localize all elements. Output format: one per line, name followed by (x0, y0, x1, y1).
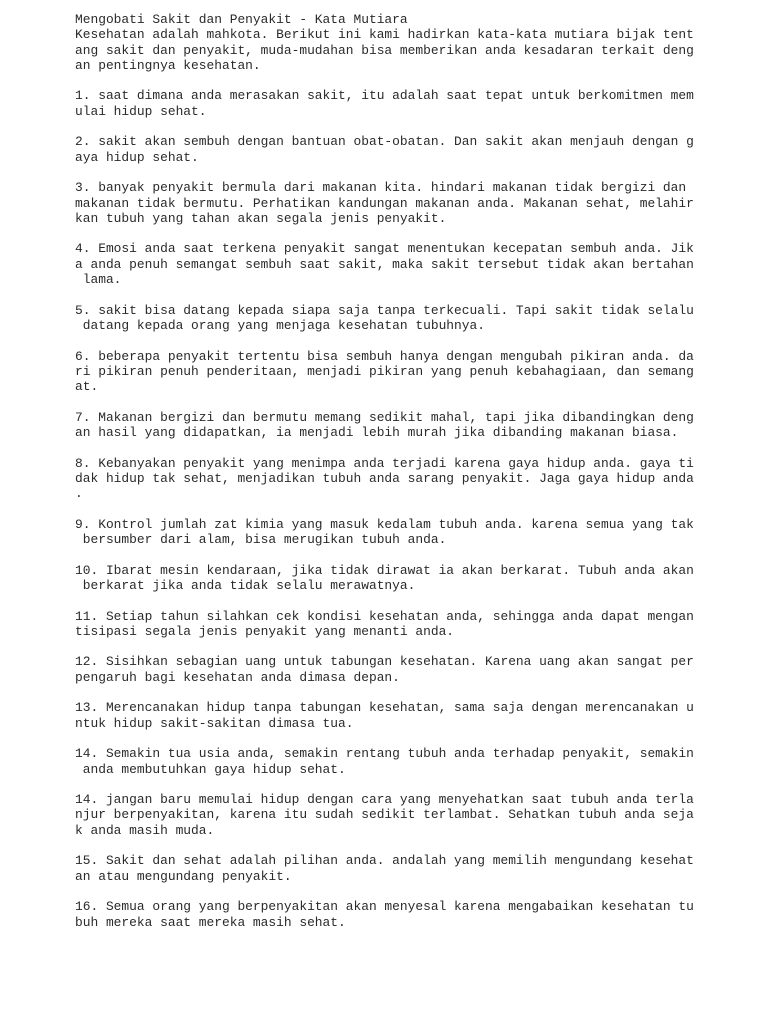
document-intro: Kesehatan adalah mahkota. Berikut ini kami hadirkan kata-kata mutiara bijak tent ang sakit dan penyakit, muda-mudahan bisa memberikan anda kesadaran terkait deng an pentingnya kesehatan. (75, 27, 694, 73)
list-item: 12. Sisihkan sebagian uang untuk tabungan kesehatan. Karena uang akan sangat per pengaruh bagi kesehatan anda dimasa depan. (75, 654, 694, 685)
document-title: Mengobati Sakit dan Penyakit - Kata Mutiara (75, 12, 408, 27)
document-page (75, 12, 715, 945)
list-item: 13. Merencanakan hidup tanpa tabungan kesehatan, sama saja dengan merencanakan u ntuk hidup sakit-sakitan dimasa tua. (75, 700, 694, 731)
list-item: 3. banyak penyakit bermula dari makanan kita. hindari makanan tidak bergizi dan makanan tidak bermutu. Perhatikan kandungan makanan anda. Makanan sehat, melahir kan tubuh yang tahan akan segala jenis penyakit. (75, 180, 694, 226)
header-block (75, 12, 715, 73)
list-item: 10. Ibarat mesin kendaraan, jika tidak dirawat ia akan berkarat. Tubuh anda akan berkarat jika anda tidak selalu merawatnya. (75, 562, 694, 593)
list-item: 14. Semakin tua usia anda, semakin rentang tubuh anda terhadap penyakit, semakin anda membutuhkan gaya hidup sehat. (75, 746, 694, 777)
list-item: 5. sakit bisa datang kepada siapa saja tanpa terkecuali. Tapi sakit tidak selalu datang kepada orang yang menjaga kesehatan tubuhnya. (75, 302, 694, 333)
list-item: 15. Sakit dan sehat adalah pilihan anda. andalah yang memilih mengundang kesehat an atau mengundang penyakit. (75, 853, 694, 884)
list-item: 1. saat dimana anda merasakan sakit, itu adalah saat tepat untuk berkomitmen mem ulai hidup sehat. (75, 88, 694, 119)
list-item: 14. jangan baru memulai hidup dengan cara yang menyehatkan saat tubuh anda terla njur berpenyakitan, karena itu sudah sedikit terlambat. Sehatkan tubuh anda seja k anda masih muda. (75, 792, 694, 838)
list-item: 2. sakit akan sembuh dengan bantuan obat-obatan. Dan sakit akan menjauh dengan g aya hidup sehat. (75, 134, 694, 165)
list-item: 16. Semua orang yang berpenyakitan akan menyesal karena mengabaikan kesehatan tu buh mereka saat mereka masih sehat. (75, 899, 694, 930)
list-item: 7. Makanan bergizi dan bermutu memang sedikit mahal, tapi jika dibandingkan deng an hasil yang didapatkan, ia menjadi lebih murah jika dibanding makanan biasa. (75, 409, 694, 441)
list-item: 6. beberapa penyakit tertentu bisa sembuh hanya dengan mengubah pikiran anda. da ri pikiran penuh penderitaan, menjadi pikiran yang penuh kebahagiaan, dan semang at. (75, 348, 694, 395)
list-item: 4. Emosi anda saat terkena penyakit sangat menentukan kecepatan sembuh anda. Jik a anda penuh semangat sembuh saat sakit, maka sakit tersebut tidak akan bertahan lama. (75, 241, 694, 288)
list-item: 8. Kebanyakan penyakit yang menimpa anda terjadi karena gaya hidup anda. gaya ti dak hidup tak sehat, menjadikan tubuh anda sarang penyakit. Jaga gaya hidup anda . (75, 455, 694, 502)
list-item: 9. Kontrol jumlah zat kimia yang masuk kedalam tubuh anda. karena semua yang tak bersumber dari alam, bisa merugikan tubuh anda. (75, 516, 694, 548)
list-item: 11. Setiap tahun silahkan cek kondisi kesehatan anda, sehingga anda dapat mengan tisipasi segala jenis penyakit yang menanti anda. (75, 608, 694, 639)
